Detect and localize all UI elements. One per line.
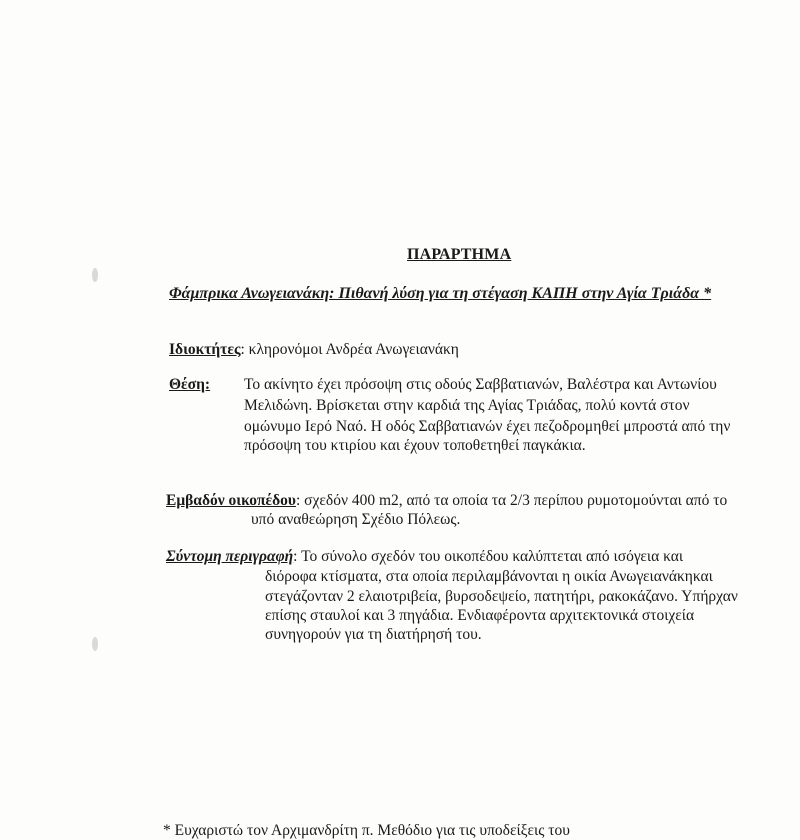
location-line: Το ακίνητο έχει πρόσοψη στις οδούς Σαββατιανών, Βαλέστρα και Αντωνίου bbox=[244, 376, 717, 393]
description-value: : Το σύνολο σχεδόν του οικοπέδου καλύπτεται από ισόγεια και bbox=[293, 548, 684, 565]
plot-area-row bbox=[166, 492, 727, 510]
location-line: πρόσοψη του κτιρίου και έχουν τοποθετηθεί παγκάκια. bbox=[244, 437, 586, 454]
description-line: στεγάζονταν 2 ελαιοτριβεία, βυρσοδεψείο, πατητήρι, ρακοκάζανο. Υπήρχαν bbox=[265, 588, 738, 605]
description-row bbox=[166, 548, 683, 566]
plot-area-value: : σχεδόν 400 m2, από τα οποία τα 2/3 περίπου ρυμοτομούνται από το bbox=[295, 492, 728, 509]
document-title: ΠΑΡΑΡΤΗΜΑ bbox=[407, 246, 512, 263]
location-line: Μελιδώνη. Βρίσκεται στην καρδιά της Αγίας Τριάδας, πολύ κοντά στον bbox=[244, 397, 690, 414]
owners-row bbox=[169, 341, 459, 359]
footnote: * Ευχαριστώ τον Αρχιμανδρίτη π. Μεθόδιο για τις υποδείξεις του bbox=[163, 822, 570, 839]
location-line: ομώνυμο Ιερό Ναό. Η οδός Σαββατιανών έχει πεζοδρομηθεί μπροστά από την bbox=[244, 418, 731, 435]
scan-mark bbox=[92, 637, 98, 651]
description-line: επίσης σταυλοί και 3 πηγάδια. Ενδιαφέροντα αρχιτεκτονικά στοιχεία bbox=[265, 607, 695, 624]
subtitle-text: Φάμπρικα Ανωγειανάκη: Πιθανή λύση για τη στέγαση ΚΑΠΗ στην Αγία Τριάδα * bbox=[169, 285, 712, 302]
owners-value: : κληρονόμοι Ανδρέα Ανωγειανάκη bbox=[240, 341, 459, 358]
owners-label: Ιδιοκτήτες bbox=[169, 341, 241, 358]
plot-area-label: Εμβαδόν οικοπέδου bbox=[166, 492, 296, 509]
scan-mark bbox=[92, 268, 98, 282]
description-label: Σύντομη περιγραφή bbox=[166, 548, 294, 565]
location-label-row bbox=[169, 376, 210, 394]
description-line: διόροφα κτίσματα, στα οποία περιλαμβάνονται η οικία Ανωγειανάκηκαι bbox=[265, 568, 713, 585]
location-label: Θέση: bbox=[169, 376, 211, 393]
document-subtitle bbox=[169, 285, 711, 303]
plot-area-line: υπό αναθεώρηση Σχέδιο Πόλεως. bbox=[251, 511, 461, 528]
description-line: συνηγορούν για τη διατήρησή του. bbox=[265, 626, 482, 643]
